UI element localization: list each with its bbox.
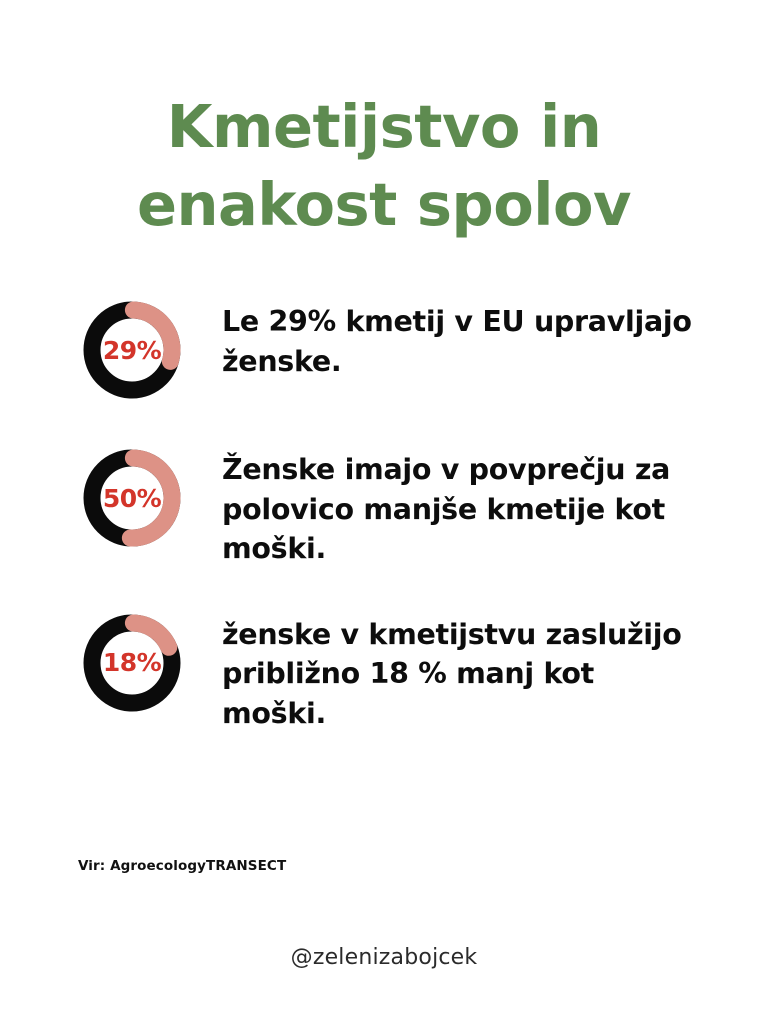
- source-credit: Vir: AgroecologyTRANSECT: [78, 858, 287, 874]
- donut-percent-label: 50%: [102, 483, 162, 513]
- donut-chart-29: [78, 296, 186, 404]
- list-item: [0, 292, 768, 404]
- stat-description: Ženske imajo v povprečju za polovico manjše kmetije kot moški.: [222, 453, 671, 566]
- list-item: [0, 440, 768, 569]
- page-title: [0, 88, 768, 245]
- donut-chart-50: [78, 444, 186, 552]
- stats-list: [0, 292, 768, 770]
- social-handle: @zelenizabojcek: [290, 945, 478, 970]
- title-line-1: Kmetijstvo in: [166, 92, 602, 161]
- title-line-2: enakost spolov: [137, 170, 631, 240]
- stat-description: Le 29% kmetij v EU upravljajo ženske.: [222, 305, 692, 378]
- list-item: [0, 605, 768, 734]
- donut-percent-label: 18%: [102, 648, 162, 678]
- stat-description: ženske v kmetijstvu zaslužijo približno 18 % manj kot moški.: [222, 617, 682, 731]
- donut-chart-18: [78, 609, 186, 717]
- donut-percent-label: 29%: [102, 335, 162, 365]
